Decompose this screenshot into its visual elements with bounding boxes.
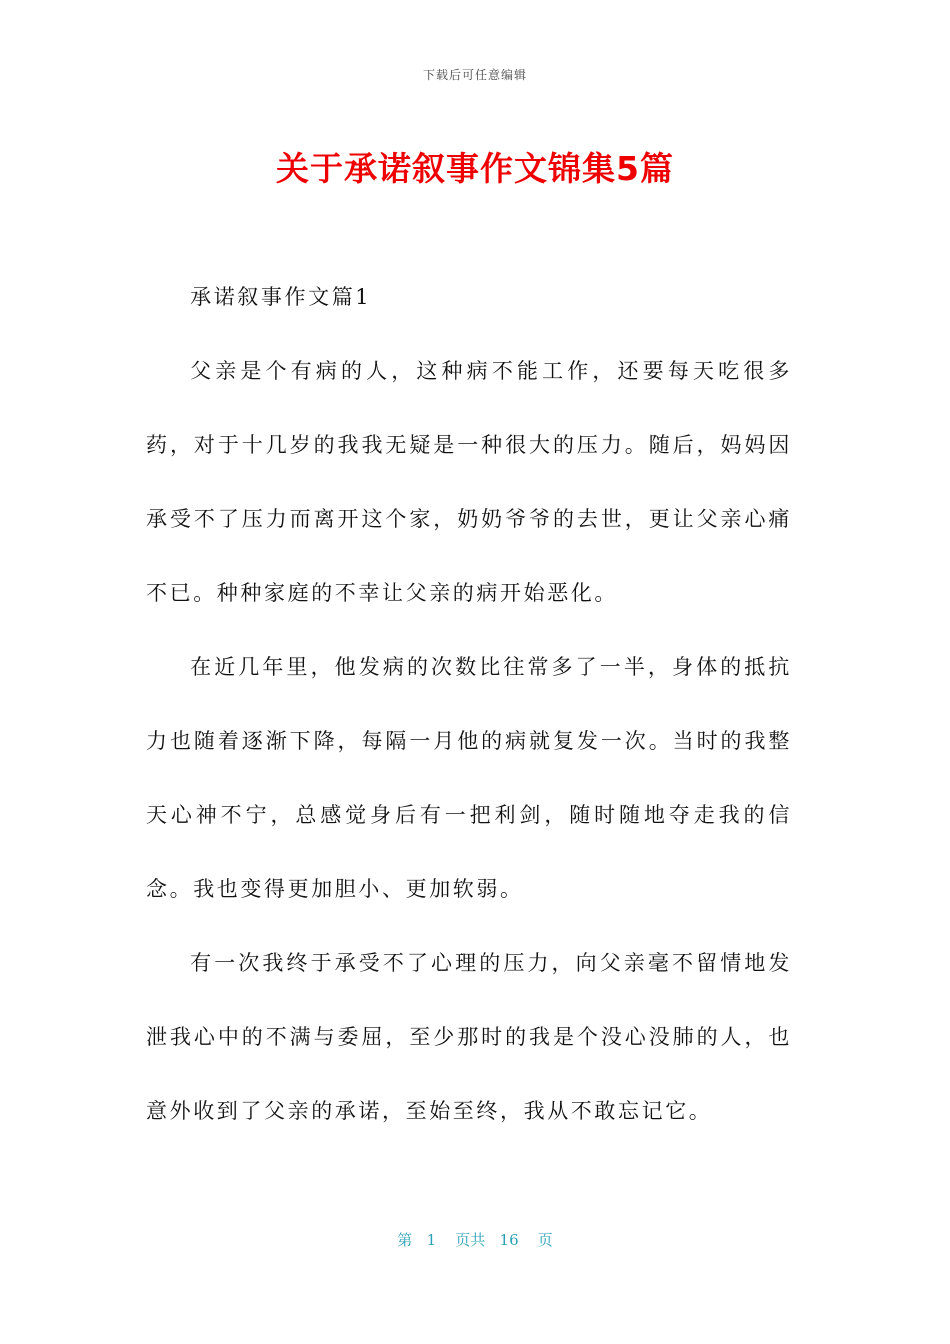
- page-label-mid: 页共: [455, 1231, 486, 1249]
- page-label-suffix: 页: [537, 1231, 553, 1249]
- page-label-prefix: 第: [397, 1231, 413, 1249]
- document-title: 关于承诺叙事作文锦集5篇: [276, 149, 674, 188]
- page-number-footer: [0, 1229, 950, 1250]
- paragraph: 父亲是个有病的人，这种病不能工作，还要每天吃很多药，对于十几岁的我我无疑是一种很大的压力。随后，妈妈因承受不了压力而离开这个家，奶奶爷爷的去世，更让父亲心痛不已。种种家庭的不幸让父亲的病开始恶化。: [146, 359, 792, 605]
- total-pages-number: 16: [499, 1231, 519, 1249]
- header-note: 下载后可任意编辑: [422, 68, 527, 82]
- section-heading: 承诺叙事作文篇1: [190, 285, 372, 309]
- paragraph: 在近几年里，他发病的次数比往常多了一半，身体的抵抗力也随着逐渐下降，每隔一月他的病就复发一次。当时的我整天心神不宁，总感觉身后有一把利剑，随时随地夺走我的信念。我也变得更加胆小、更加软弱。: [146, 655, 792, 901]
- paragraph: 有一次我终于承受不了心理的压力，向父亲毫不留情地发泄我心中的不满与委屈，至少那时的我是个没心没肺的人，也意外收到了父亲的承诺，至始至终，我从不敢忘记它。: [146, 951, 792, 1123]
- current-page-number: 1: [426, 1231, 437, 1249]
- document-body: [146, 260, 792, 1148]
